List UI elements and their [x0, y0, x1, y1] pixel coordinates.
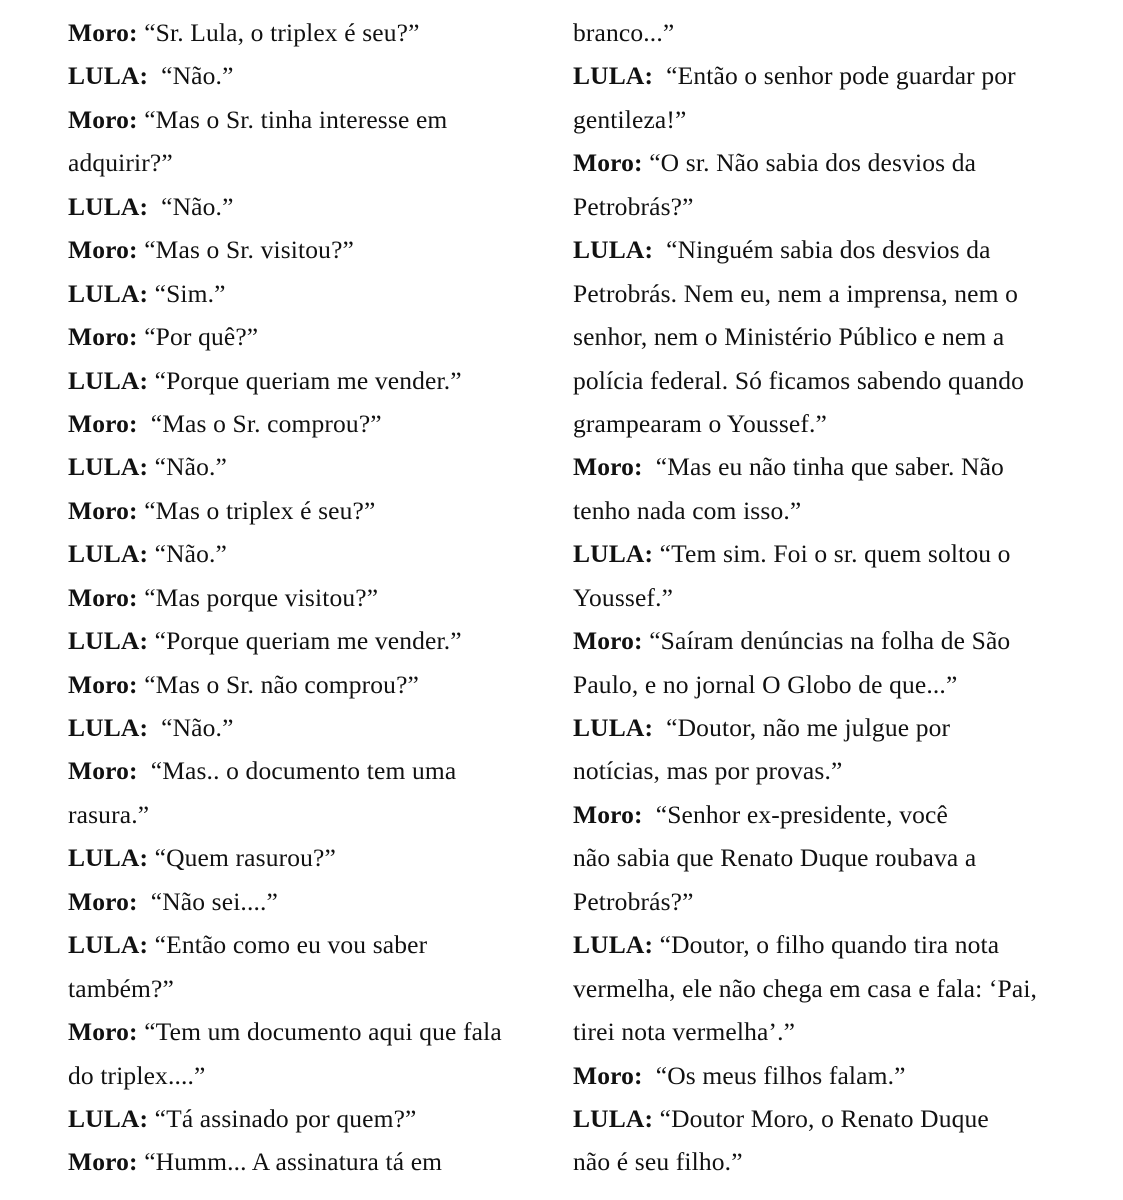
speaker-name: Moro: [68, 408, 138, 438]
dialogue-text: Petrobrás. Nem eu, nem a imprensa, nem o [573, 278, 1019, 308]
speaker-name: LULA: [573, 235, 654, 265]
dialogue-line [573, 272, 1063, 315]
dialogue-line [573, 359, 1063, 402]
dialogue-text: “Sr. Lula, o triplex é seu?” [137, 18, 420, 47]
dialogue-line [68, 923, 538, 966]
dialogue-line [68, 54, 538, 97]
speaker-name: Moro: [68, 322, 138, 352]
dialogue-line [573, 445, 1063, 488]
dialogue-line [573, 1054, 1063, 1097]
dialogue-text: “Quem rasurou?” [148, 843, 336, 873]
dialogue-text: “Não.” [148, 61, 234, 91]
dialogue-line [68, 576, 538, 619]
dialogue-line [68, 663, 538, 706]
dialogue-text: do triplex....” [68, 1060, 206, 1090]
dialogue-text: tirei nota vermelha’.” [573, 1017, 796, 1047]
dialogue-line [573, 54, 1063, 97]
speaker-name: LULA: [573, 539, 654, 569]
dialogue-line [68, 1010, 538, 1053]
speaker-name: LULA: [68, 61, 149, 91]
right-column [573, 11, 1063, 1184]
dialogue-text: “Tem um documento aqui que fala [137, 1017, 502, 1047]
dialogue-text: “Não.” [148, 539, 228, 569]
dialogue-text: “Não.” [148, 452, 228, 482]
speaker-name: Moro: [573, 1060, 643, 1090]
dialogue-line [573, 880, 1063, 923]
dialogue-line [573, 141, 1063, 184]
speaker-name: Moro: [68, 104, 138, 134]
dialogue-line [573, 1097, 1063, 1140]
dialogue-text: Paulo, e no jornal O Globo de que...” [573, 669, 958, 699]
dialogue-text: “Mas o triplex é seu?” [137, 495, 376, 525]
dialogue-text: “Porque queriam me vender.” [148, 626, 462, 656]
speaker-name: LULA: [68, 278, 149, 308]
dialogue-text: vermelha, ele não chega em casa e fala: ‘Pai, [573, 973, 1038, 1003]
dialogue-text: não é seu filho.” [573, 1147, 743, 1177]
dialogue-line [573, 967, 1063, 1010]
dialogue-line [573, 836, 1063, 879]
dialogue-text: Youssef.” [573, 582, 674, 612]
dialogue-text: “Mas porque visitou?” [137, 582, 379, 612]
dialogue-text: Petrobrás?” [573, 886, 694, 916]
speaker-name: LULA: [68, 365, 149, 395]
dialogue-line [68, 880, 538, 923]
dialogue-line [573, 228, 1063, 271]
speaker-name: Moro: [68, 886, 138, 916]
left-column [68, 11, 538, 1184]
dialogue-line [68, 619, 538, 662]
dialogue-text: “Mas.. o documento tem uma [137, 756, 457, 786]
dialogue-line [573, 1010, 1063, 1053]
dialogue-text: grampearam o Youssef.” [573, 408, 827, 438]
dialogue-line [573, 489, 1063, 532]
speaker-name: Moro: [573, 452, 643, 482]
dialogue-line [573, 793, 1063, 836]
dialogue-text: “Tá assinado por quem?” [148, 1103, 417, 1133]
speaker-name: Moro: [68, 582, 138, 612]
dialogue-text: rasura.” [68, 799, 150, 829]
dialogue-text: polícia federal. Só ficamos sabendo quando [573, 365, 1024, 395]
dialogue-text: notícias, mas por provas.” [573, 756, 843, 786]
dialogue-line [573, 1140, 1063, 1183]
dialogue-text: “Senhor ex-presidente, você [642, 799, 948, 829]
dialogue-text: “Não sei....” [137, 886, 278, 916]
dialogue-line [68, 98, 538, 141]
dialogue-text: “Doutor Moro, o Renato Duque [653, 1103, 989, 1133]
dialogue-line [573, 402, 1063, 445]
dialogue-line [573, 315, 1063, 358]
dialogue-line [573, 923, 1063, 966]
speaker-name: LULA: [573, 713, 654, 742]
dialogue-line [573, 98, 1063, 141]
dialogue-text: “Humm... A assinatura tá em [137, 1147, 443, 1177]
dialogue-line [68, 272, 538, 315]
dialogue-text: não sabia que Renato Duque roubava a [573, 843, 977, 873]
speaker-name: LULA: [68, 452, 149, 482]
speaker-name: LULA: [68, 539, 149, 569]
speaker-name: Moro: [573, 148, 643, 178]
dialogue-text: “Sim.” [148, 278, 226, 308]
dialogue-line [573, 185, 1063, 228]
speaker-name: Moro: [68, 495, 138, 525]
dialogue-line [68, 1097, 538, 1140]
dialogue-text: “Mas eu não tinha que saber. Não [642, 452, 1004, 482]
dialogue-text: “Doutor, não me julgue por [653, 713, 951, 742]
speaker-name: Moro: [573, 626, 643, 656]
dialogue-text: “Então o senhor pode guardar por [653, 61, 1016, 91]
dialogue-text: “Mas o Sr. tinha interesse em [137, 104, 448, 134]
dialogue-text: “Doutor, o filho quando tira nota [653, 930, 1000, 960]
dialogue-line [68, 793, 538, 836]
dialogue-text: “Mas o Sr. não comprou?” [137, 669, 420, 699]
dialogue-line [573, 532, 1063, 575]
dialogue-line [68, 1054, 538, 1097]
dialogue-line [68, 489, 538, 532]
dialogue-text: “Não.” [148, 191, 234, 221]
speaker-name: LULA: [68, 713, 149, 742]
dialogue-text: “Tem sim. Foi o sr. quem soltou o [653, 539, 1011, 569]
dialogue-text: branco...” [573, 18, 675, 47]
dialogue-line [68, 185, 538, 228]
dialogue-line [68, 228, 538, 271]
dialogue-line [573, 576, 1063, 619]
dialogue-text: tenho nada com isso.” [573, 495, 802, 525]
dialogue-line [573, 706, 1063, 749]
dialogue-line [68, 749, 538, 792]
dialogue-text: “Porque queriam me vender.” [148, 365, 462, 395]
dialogue-line [573, 619, 1063, 662]
dialogue-text: “Mas o Sr. visitou?” [137, 235, 355, 265]
dialogue-line [68, 706, 538, 749]
speaker-name: Moro: [68, 669, 138, 699]
dialogue-line [68, 967, 538, 1010]
speaker-name: Moro: [68, 235, 138, 265]
dialogue-text: “Por quê?” [137, 322, 259, 352]
dialogue-text: “Ninguém sabia dos desvios da [653, 235, 991, 265]
dialogue-text: “Mas o Sr. comprou?” [137, 408, 382, 438]
speaker-name: LULA: [573, 930, 654, 960]
dialogue-text: Petrobrás?” [573, 191, 694, 221]
speaker-name: LULA: [68, 1103, 149, 1133]
dialogue-text: senhor, nem o Ministério Público e nem a [573, 322, 1005, 352]
speaker-name: Moro: [68, 1017, 138, 1047]
dialogue-line [68, 315, 538, 358]
dialogue-text: gentileza!” [573, 104, 687, 134]
dialogue-line [68, 445, 538, 488]
speaker-name: LULA: [573, 61, 654, 91]
dialogue-line [573, 663, 1063, 706]
dialogue-text: também?” [68, 973, 174, 1003]
dialogue-line [573, 749, 1063, 792]
speaker-name: Moro: [573, 799, 643, 829]
speaker-name: Moro: [68, 18, 138, 47]
dialogue-line [68, 836, 538, 879]
speaker-name: Moro: [68, 1147, 138, 1177]
dialogue-line [68, 1140, 538, 1183]
dialogue-line [68, 359, 538, 402]
dialogue-text: adquirir?” [68, 148, 173, 178]
dialogue-line [68, 402, 538, 445]
speaker-name: LULA: [68, 191, 149, 221]
dialogue-text: “Não.” [148, 713, 234, 742]
dialogue-line [68, 532, 538, 575]
dialogue-text: “Saíram denúncias na folha de São [642, 626, 1011, 656]
dialogue-text: “Os meus filhos falam.” [642, 1060, 906, 1090]
speaker-name: LULA: [573, 1103, 654, 1133]
dialogue-line [573, 11, 1063, 54]
dialogue-line [68, 141, 538, 184]
dialogue-text: “O sr. Não sabia dos desvios da [642, 148, 977, 178]
speaker-name: LULA: [68, 843, 149, 873]
dialogue-text: “Então como eu vou saber [148, 930, 428, 960]
dialogue-line [68, 11, 538, 54]
speaker-name: Moro: [68, 756, 138, 786]
speaker-name: LULA: [68, 626, 149, 656]
speaker-name: LULA: [68, 930, 149, 960]
